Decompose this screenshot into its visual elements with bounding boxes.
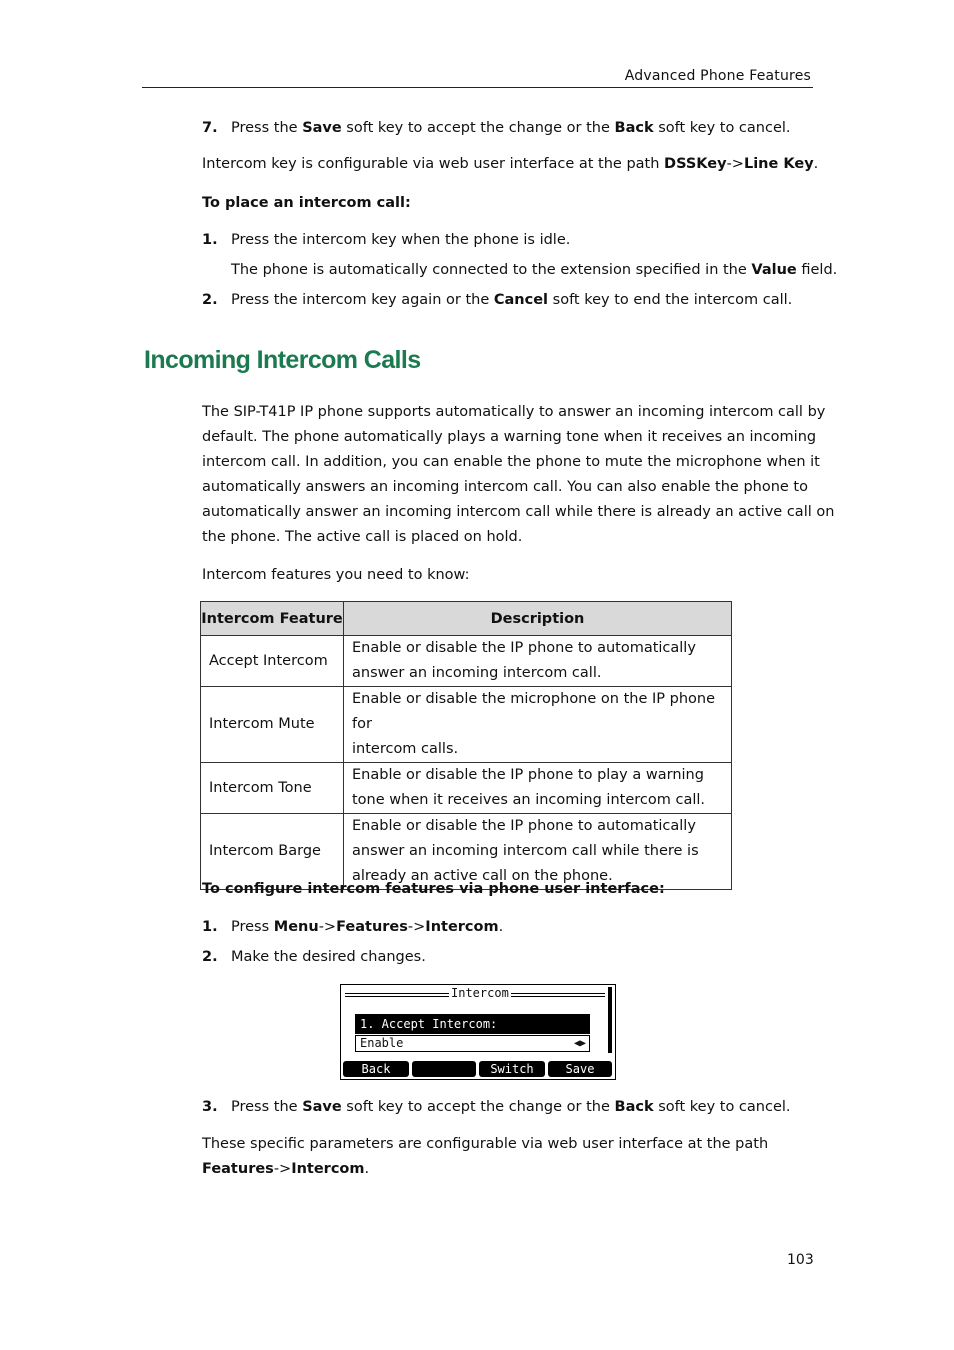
features-intro: Intercom features you need to know: [202, 567, 470, 583]
left-right-arrows-icon: ◀▶ [573, 1038, 586, 1049]
lcd-scrollbar [608, 987, 612, 1053]
table-row [201, 636, 732, 687]
feature-cell: Intercom Tone [201, 763, 344, 814]
description-cell: Enable or disable the microphone on the IP phone for intercom calls. [344, 687, 732, 763]
phone-lcd-screenshot [340, 984, 616, 1080]
table-header: Description [344, 602, 732, 636]
section-paragraph: The SIP-T41P IP phone supports automatically to answer an incoming intercom call by default. The phone automatically plays a warning tone when it receives an incoming intercom call. In addition, you can enable the phone to mute the microphone when it automatically answers an incoming intercom call. You can also enable the phone to automatically answer an incoming intercom call while there is already an active call on the phone. The active call is placed on hold. [202, 404, 835, 545]
description-cell: Enable or disable the IP phone to automatically answer an incoming intercom call. [344, 636, 732, 687]
feature-cell: Intercom Barge [201, 814, 344, 890]
page-number: 103 [787, 1252, 814, 1268]
place-call-title: To place an intercom call: [202, 195, 411, 211]
section-heading: Incoming Intercom Calls [144, 346, 421, 374]
lcd-softkey-empty [412, 1061, 476, 1077]
lcd-softkey-back: Back [343, 1061, 409, 1077]
table-header-row [201, 602, 732, 636]
feature-cell: Accept Intercom [201, 636, 344, 687]
table-header: Intercom Feature [201, 602, 344, 636]
description-cell: Enable or disable the IP phone to play a warning tone when it receives an incoming intercom call. [344, 763, 732, 814]
running-header [142, 66, 813, 88]
feature-cell: Intercom Mute [201, 687, 344, 763]
dsskey-note: Intercom key is configurable via web user interface at the path DSSKey->Line Key. [202, 156, 819, 172]
lcd-selected-item: 1. Accept Intercom: [355, 1014, 590, 1034]
lcd-title: Intercom [451, 986, 509, 1000]
lcd-softkey-save: Save [548, 1061, 612, 1077]
table-row [201, 763, 732, 814]
lcd-value-field [355, 1035, 590, 1052]
configure-title: To configure intercom features via phone user interface: [202, 881, 665, 897]
lcd-softkey-switch: Switch [479, 1061, 545, 1077]
intercom-features-table [200, 601, 732, 890]
lcd-value: Enable [360, 1036, 404, 1050]
description-cell: Enable or disable the IP phone to automatically answer an incoming intercom call while there is already an active call on the phone. [344, 814, 732, 890]
header-title: Advanced Phone Features [624, 68, 811, 84]
table-row [201, 814, 732, 890]
table-row [201, 687, 732, 763]
web-note: These specific parameters are configurable via web user interface at the path Features->Intercom. [202, 1136, 769, 1177]
